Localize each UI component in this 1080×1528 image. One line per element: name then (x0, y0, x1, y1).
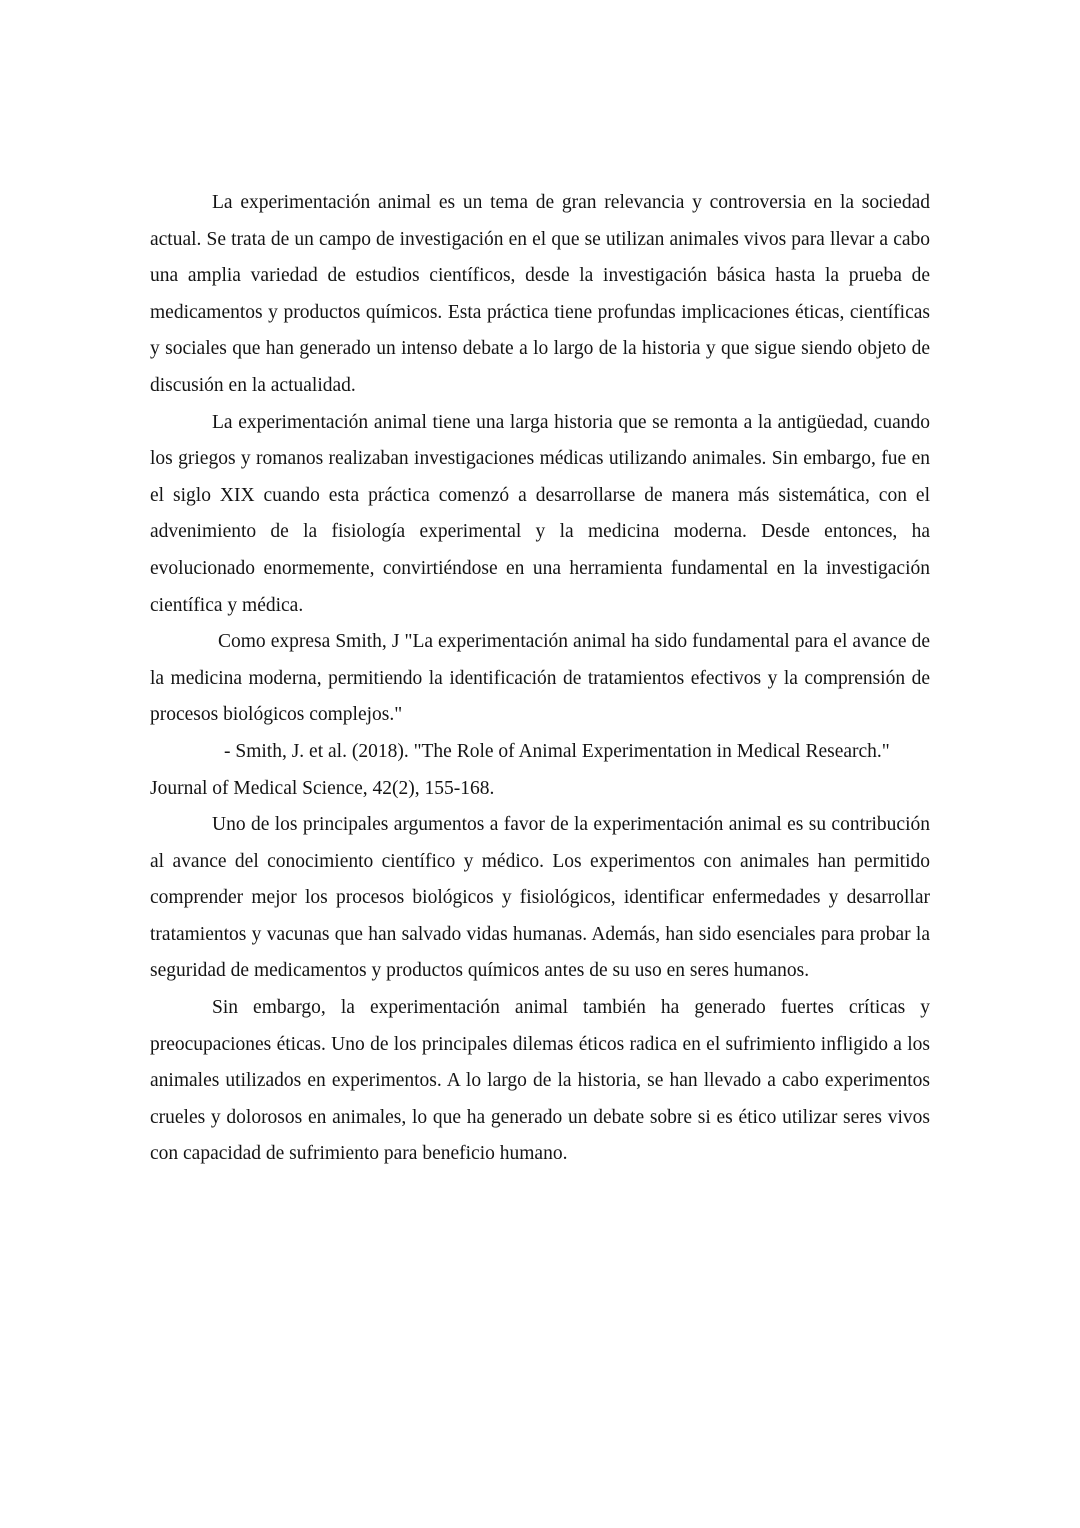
paragraph-arguments-favor: Uno de los principales argumentos a favor de la experimentación animal es su contribución al avance del conocimiento científico y médico. Los experimentos con animales han permitido comprender mejor los procesos biológicos y fisiológicos, identificar enfermedades y desarrollar tratamientos y vacunas que han salvado vidas humanas. Además, han sido esenciales para probar la seguridad de medicamentos y productos químicos antes de su uso en seres humanos. (150, 814, 930, 982)
paragraph-history: La experimentación animal tiene una larga historia que se remonta a la antigüedad, cuando los griegos y romanos realizaban investigaciones médicas utilizando animales. Sin embargo, fue en el siglo XIX cuando esta práctica comenzó a desarrollarse de manera más sistemática, con el advenimiento de la fisiología experimental y la medicina moderna. Desde entonces, ha evolucionado enormemente, convirtiéndose en una herramienta fundamental en la investigación científica y médica. (150, 411, 930, 616)
document-body (150, 185, 930, 1173)
paragraph-quote: Como expresa Smith, J "La experimentación animal ha sido fundamental para el avance de la medicina moderna, permitiendo la identificación de tratamientos efectivos y la comprensión de procesos biológicos complejos." (150, 631, 930, 726)
paragraph-reference: - Smith, J. et al. (2018). "The Role of Animal Experimentation in Medical Research." Journal of Medical Science, 42(2), 155-168. (150, 740, 890, 799)
paragraph-introduction: La experimentación animal es un tema de gran relevancia y controversia en la sociedad actual. Se trata de un campo de investigación en el que se utilizan animales vivos para llevar a cabo una amplia variedad de estudios científicos, desde la investigación básica hasta la prueba de medicamentos y productos químicos. Esta práctica tiene profundas implicaciones éticas, científicas y sociales que han generado un intenso debate a lo largo de la historia y que sigue siendo objeto de discusión en la actualidad. (150, 192, 930, 396)
paragraph-ethical-criticism: Sin embargo, la experimentación animal también ha generado fuertes críticas y preocupaciones éticas. Uno de los principales dilemas éticos radica en el sufrimiento infligido a los animales utilizados en experimentos. A lo largo de la historia, se han llevado a cabo experimentos crueles y dolorosos en animales, lo que ha generado un debate sobre si es ético utilizar seres vivos con capacidad de sufrimiento para beneficio humano. (150, 997, 930, 1165)
